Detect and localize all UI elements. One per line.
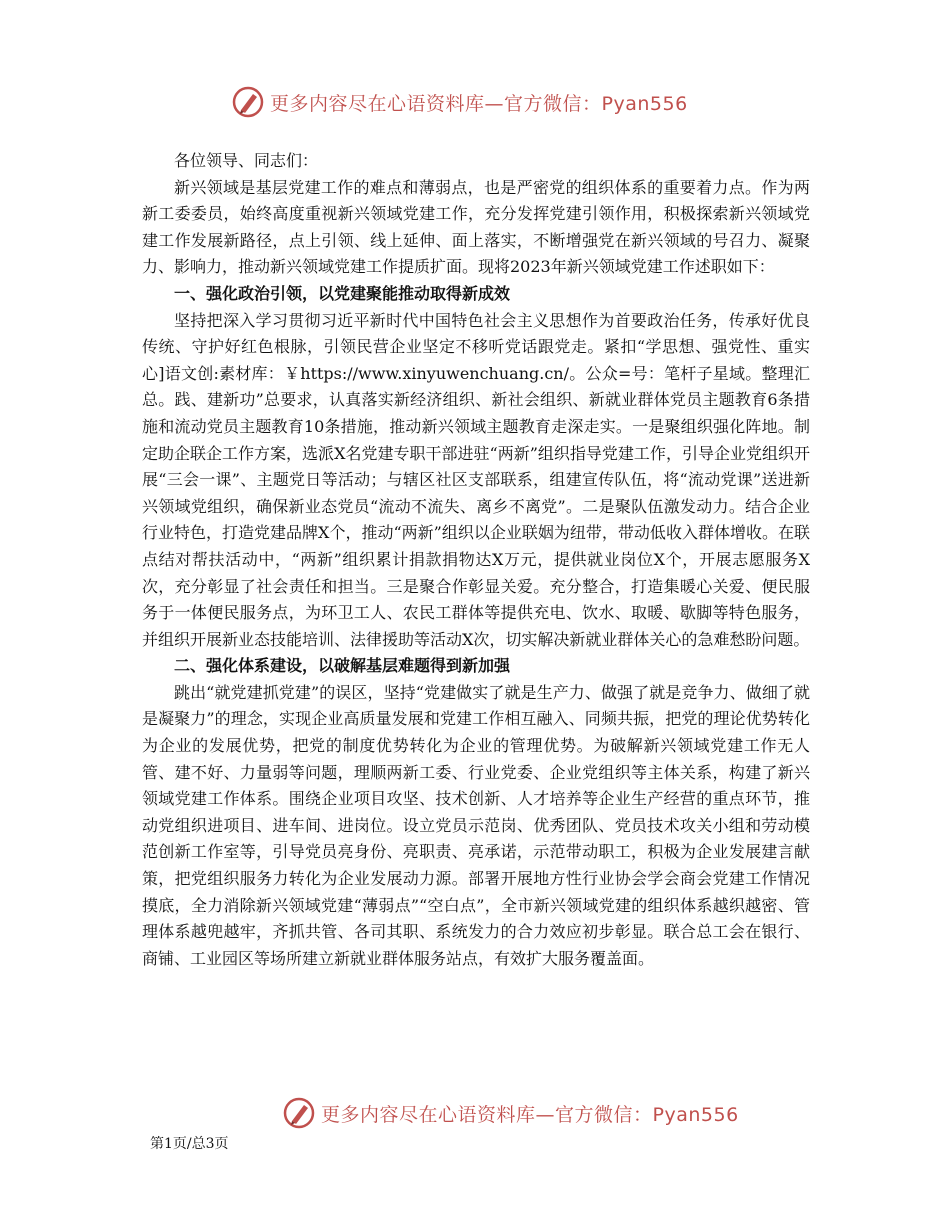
watermark-banner-top: [232, 86, 688, 118]
pen-logo-icon: [232, 86, 264, 118]
section-heading-1: 一、强化政治引领，以党建聚能推动取得新成效: [174, 283, 511, 303]
watermark-banner-bottom: [283, 1097, 739, 1129]
section-heading-2: 二、强化体系建设，以破解基层难题得到新加强: [174, 656, 511, 676]
section-paragraph-1: 坚持把深入学习贯彻习近平新时代中国特色社会主义思想作为首要政治任务，传承好优良传统、守护好红色根脉，引领民营企业坚定不移听党话跟党走。紧扣“学思想、强党性、重实心]语文创:素材库：￥https://www.xinyuwenchuang.cn/。公众=号：笔杆子星域。整理汇总。践、建新功”总要求，认真落实新经济组织、新社会组织、新就业群体党员主题教育6条措施和流动党员主题教育10条措施，推动新兴领域主题教育走深走实。一是聚组织强化阵地。制定助企联企工作方案，选派X名党建专职干部进驻“两新”组织指导党建工作，引导企业党组织开展“三会一课”、主题党日等活动；与辖区社区支部联系，组建宣传队伍，将“流动党课”送进新兴领域党组织，确保新业态党员“流动不流失、离乡不离党”。二是聚队伍激发动力。结合企业行业特色，打造党建品牌X个，推动“两新”组织以企业联姻为纽带，带动低收入群体增收。在联点结对帮扶活动中，“两新”组织累计捐款捐物达X万元，提供就业岗位X个，开展志愿服务X次，充分彰显了社会责任和担当。三是聚合作彰显关爱。充分整合，打造集暖心关爱、便民服务于一体便民服务点，为环卫工人、农民工群体等提供充电、饮水、取暖、歇脚等特色服务，并组织开展新业态技能培训、法律援助等活动X次，切实解决新就业群体关心的急难愁盼问题。: [142, 310, 810, 649]
pen-logo-icon: [283, 1097, 315, 1129]
watermark-text: 更多内容尽在心语资料库—官方微信：Pyan556: [270, 92, 688, 115]
watermark-text: 更多内容尽在心语资料库—官方微信：Pyan556: [321, 1103, 739, 1126]
greeting: 各位领导、同志们：: [174, 151, 319, 170]
section-paragraph-2: 跳出“就党建抓党建”的误区，坚持“党建做实了就是生产力、做强了就是竞争力、做细了就是凝聚力”的理念，实现企业高质量发展和党建工作相互融入、同频共振，把党的理论优势转化为企业的发展优势，把党的制度优势转化为企业的管理优势。为破解新兴领域党建工作无人管、建不好、力量弱等问题，理顺两新工委、行业党委、企业党组织等主体关系，构建了新兴领域党建工作体系。围绕企业项目攻坚、技术创新、人才培养等企业生产经营的重点环节，推动党组织进项目、进车间、进岗位。设立党员示范岗、优秀团队、党员技术攻关小组和劳动模范创新工作室等，引导党员亮身份、亮职责、亮承诺，示范带动职工，积极为企业发展建言献策，把党组织服务力转化为企业发展动力源。部署开展地方性行业协会学会商会党建工作情况摸底，全力消除新兴领域党建“薄弱点”“空白点”，全市新兴领域党建的组织体系越织越密、管理体系越兜越牢，齐抓共管、各司其职、系统发力的合力效应初步彰显。联合总工会在银行、商铺、工业园区等场所建立新就业群体服务站点，有效扩大服务覆盖面。: [142, 682, 810, 968]
intro-paragraph: 新兴领域是基层党建工作的难点和薄弱点，也是严密党的组织体系的重要着力点。作为两新工委委员，始终高度重视新兴领域党建工作，充分发挥党建引领作用，积极探索新兴领域党建工作发展新路径，点上引领、线上延伸、面上落实，不断增强党在新兴领域的号召力、凝聚力、影响力，推动新兴领域党建工作提质扩面。现将2023年新兴领域党建工作述职如下：: [142, 177, 810, 277]
document-body: [142, 148, 810, 972]
page-number: 第1页/总3页: [150, 1136, 229, 1152]
